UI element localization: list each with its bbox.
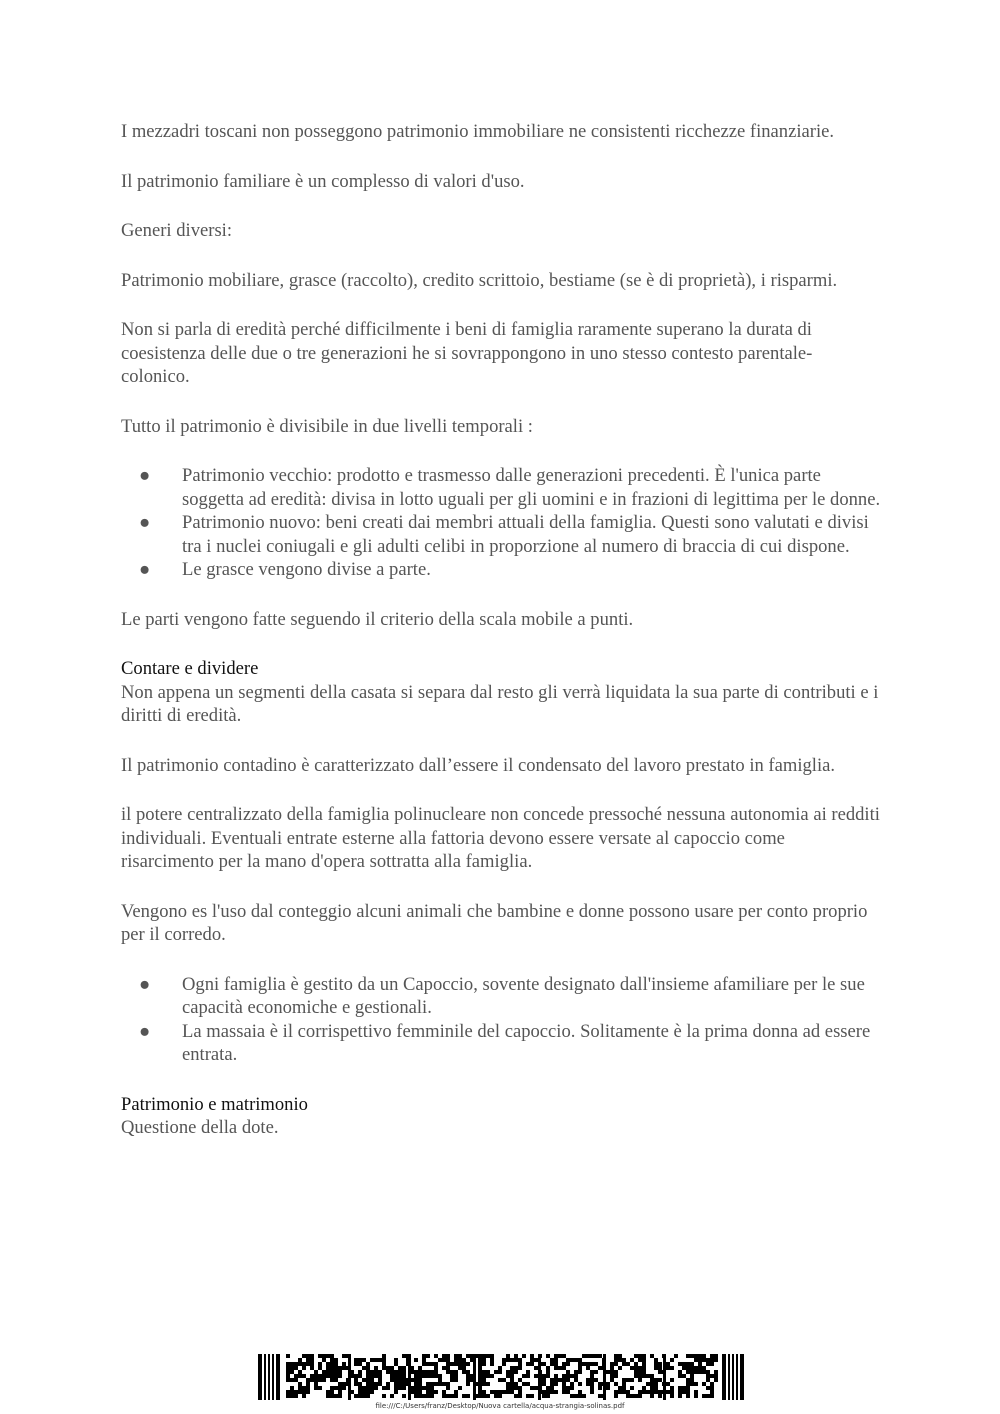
paragraph-livelli-temporali: Tutto il patrimonio è divisibile in due livelli temporali : xyxy=(121,415,533,437)
bullet-icon: ● xyxy=(139,559,151,580)
paragraph-patrimonio-familiare: Il patrimonio familiare è un complesso di valori d'uso. xyxy=(121,170,525,192)
paragraph-mezzadri: I mezzadri toscani non posseggono patrimonio immobiliare ne consistenti ricchezze finanziarie. xyxy=(121,121,835,142)
heading-contare-dividere: Contare e dividere xyxy=(121,658,259,679)
list-item: ● La massaia è il corrispettivo femminile del capoccio. Solitamente è la prima donna ad essere entrata. xyxy=(139,1020,871,1065)
paragraph-segmenti-casata: Non appena un segmenti della casata si separa dal resto gli verrà liquidata la sua parte di contributi e i diritti di eredità. xyxy=(121,681,879,726)
bullet-icon: ● xyxy=(139,1020,151,1042)
barcode-icon xyxy=(258,1354,744,1400)
paragraph-animali-corredo: Vengono es l'uso dal conteggio alcuni animali che bambine e donne possono usare per conto proprio per il corredo. xyxy=(121,900,868,945)
document-body xyxy=(121,120,881,1140)
footer-file-path: file:///C:/Users/franz/Desktop/Nuova cartella/acqua-strangia-solinas.pdf xyxy=(375,1402,625,1410)
bullet-icon: ● xyxy=(139,465,151,486)
bullet-list-ruoli xyxy=(121,973,881,1067)
paragraph-patrimonio-mobiliare: Patrimonio mobiliare, grasce (raccolto), credito scrittoio, bestiame (se è di proprietà), i risparmi. xyxy=(121,269,838,291)
bullet-list-patrimonio xyxy=(121,464,881,582)
paragraph-eredita: Non si parla di eredità perché difficilmente i beni di famiglia raramente superano la durata di coesistenza delle due o tre generazioni he si sovrappongono in uno stesso contesto parentale-colonico. xyxy=(121,319,813,387)
list-item: ● Ogni famiglia è gestito da un Capoccio, sovente designato dall'insieme afamiliare per le sue capacità economiche e gestionali. xyxy=(139,973,865,1018)
list-item: ● Patrimonio nuovo: beni creati dai membri attuali della famiglia. Questi sono valutati e divisi tra i nuclei coniugali e gli adulti celibi in proporzione al numero di braccia di cui dispone. xyxy=(139,512,869,557)
bullet-icon: ● xyxy=(139,973,151,995)
list-item: ● Patrimonio vecchio: prodotto e trasmesso dalle generazioni precedenti. È l'unica parte soggetta ad eredità: divisa in lotto uguali per gli uomini e in frazioni di legittima per le donne. xyxy=(139,465,881,510)
bullet-icon: ● xyxy=(139,512,151,533)
paragraph-scala-mobile: Le parti vengono fatte seguendo il criterio della scala mobile a punti. xyxy=(121,608,634,630)
list-item: ● Le grasce vengono divise a parte. xyxy=(139,559,431,580)
paragraph-dote: Questione della dote. xyxy=(121,1117,279,1138)
paragraph-patrimonio-contadino: Il patrimonio contadino è caratterizzato dall’essere il condensato del lavoro prestato in famiglia. xyxy=(121,754,836,776)
paragraph-generi: Generi diversi: xyxy=(121,220,233,241)
heading-patrimonio-matrimonio: Patrimonio e matrimonio xyxy=(121,1093,308,1115)
paragraph-potere-centralizzato: il potere centralizzato della famiglia polinucleare non concede pressoché nessuna autonomia ai redditi individuali. Eventuali entrate esterne alla fattoria devono essere versate al capoccio come risarcimento per la mano d'opera sottratta alla famiglia. xyxy=(121,804,880,872)
